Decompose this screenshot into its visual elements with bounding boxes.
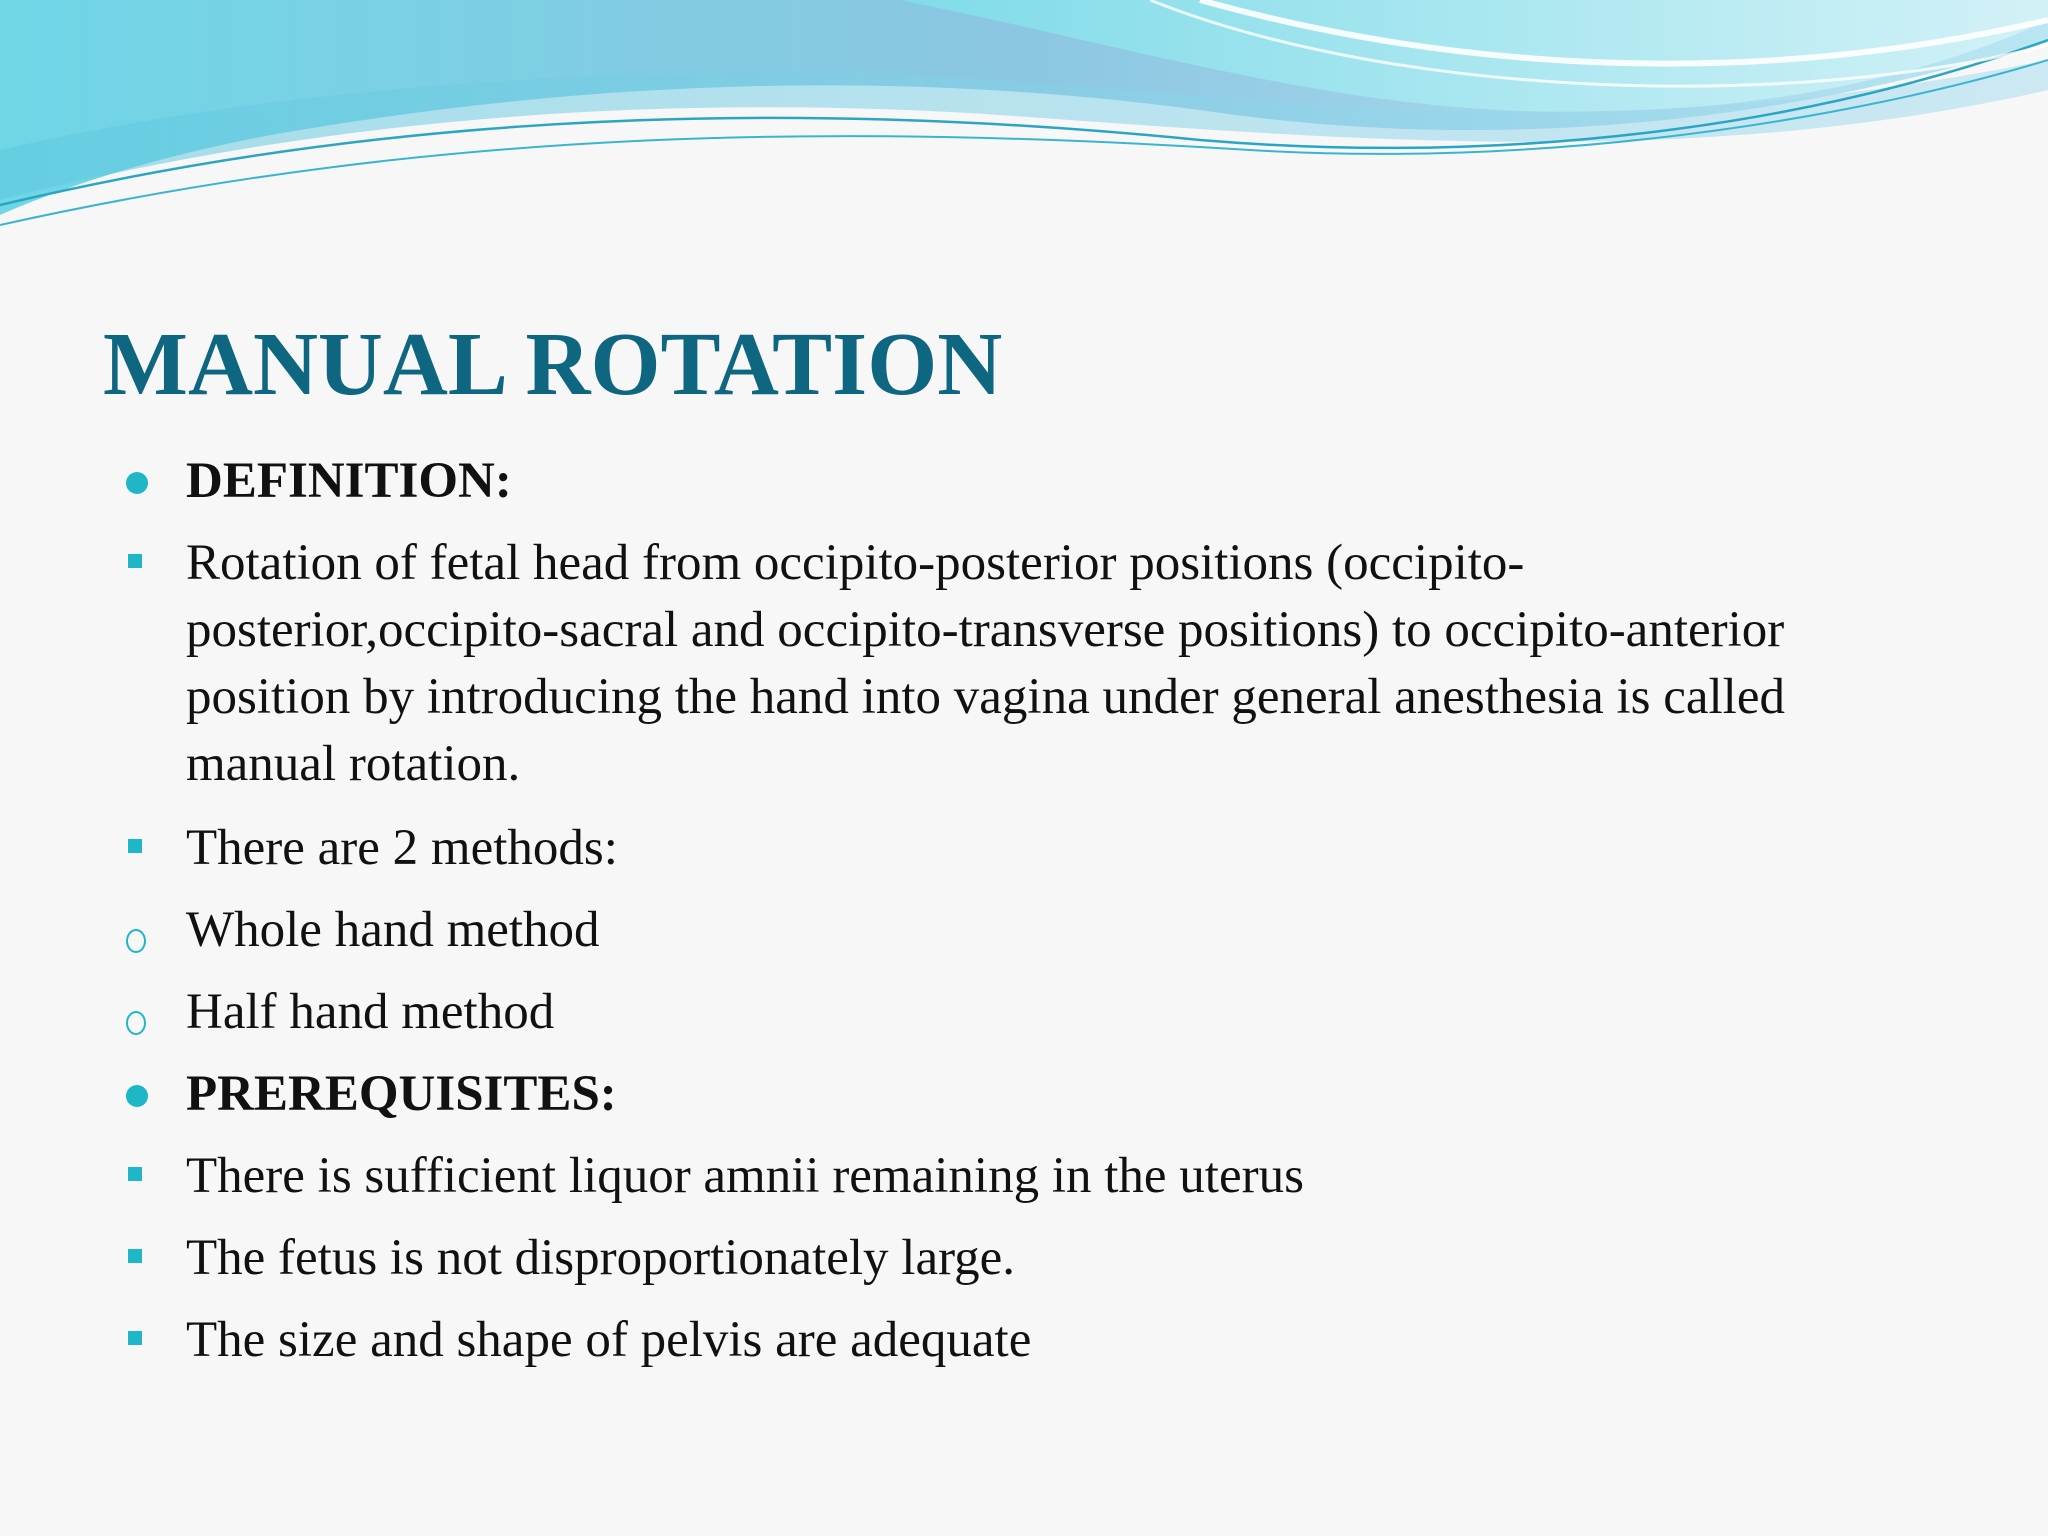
list-item-half-hand: Half hand method — [186, 979, 1826, 1046]
list-item-fetus: The fetus is not disproportionately large. — [186, 1225, 1826, 1292]
bullet-square-icon — [126, 1307, 166, 1374]
bullet-square-icon — [126, 530, 166, 597]
bullet-ring-icon — [126, 979, 166, 1046]
bullet-dot-icon — [126, 1061, 166, 1128]
bullet-square-icon — [126, 1143, 166, 1210]
bullet-ring-icon — [126, 897, 166, 964]
list-item-liquor: There is sufficient liquor amnii remaining in the uterus — [186, 1143, 1826, 1210]
bullet-square-icon — [126, 1225, 166, 1292]
list-item-methods: There are 2 methods: — [186, 815, 1826, 882]
bullet-square-icon — [126, 815, 166, 882]
list-item-whole-hand: Whole hand method — [186, 897, 1826, 964]
list-item-definition-text: Rotation of fetal head from occipito-posterior positions (occipito-posterior,occipito-sacral and occipito-transverse positions) to occipito-anterior position by introducing the hand into vagina under general anesthesia is called manual rotation. — [186, 530, 1826, 798]
list-item-prerequisites: PREREQUISITES: — [186, 1061, 1826, 1128]
slide-title: MANUAL ROTATION — [103, 315, 1003, 414]
list-item-pelvis: The size and shape of pelvis are adequate — [186, 1307, 1826, 1374]
list-item-definition: DEFINITION: — [186, 448, 1826, 515]
bullet-dot-icon — [126, 448, 166, 515]
